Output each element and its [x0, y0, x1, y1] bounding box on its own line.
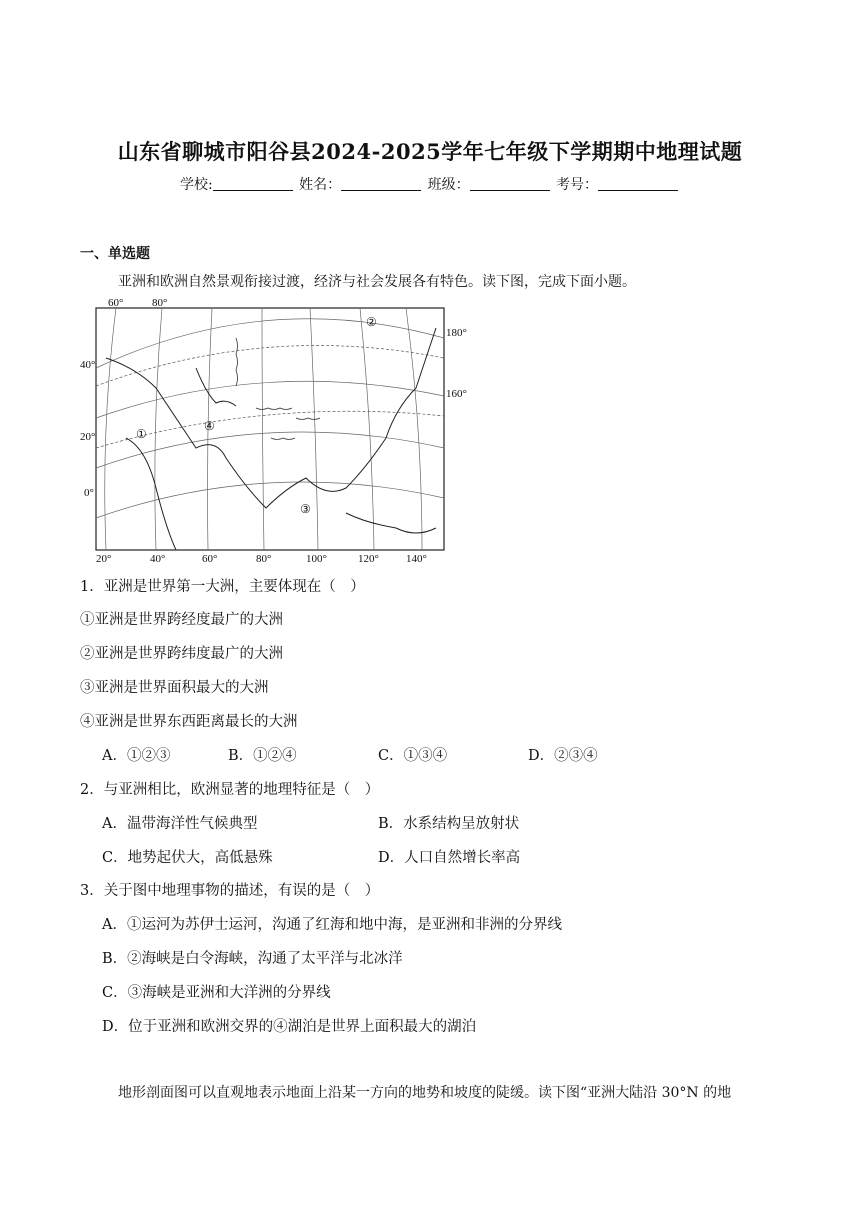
q3-option-a[interactable]: A．①运河为苏伊士运河，沟通了红海和地中海，是亚洲和非洲的分界线	[102, 917, 562, 933]
q3-option-c[interactable]: C．③海峡是亚洲和大洋洲的分界线	[102, 985, 331, 1001]
q2-stem: 2．与亚洲相比，欧洲显著的地理特征是（ ）	[80, 782, 380, 798]
class-blank[interactable]	[470, 176, 550, 191]
page-title: 山东省聊城市阳谷县2024-2025学年七年级下学期期中地理试题	[117, 139, 743, 164]
map-lon-label: 60°	[202, 553, 218, 565]
marker-2: ②	[366, 315, 377, 329]
map-lon-label: 140°	[406, 553, 427, 565]
q1-option-a[interactable]: A．①②③	[102, 748, 171, 764]
map-lon-label: 20°	[96, 553, 112, 565]
q2-option-a[interactable]: A．温带海洋性气候典型	[102, 816, 258, 832]
map-lon-label: 180°	[446, 327, 467, 339]
map-lon-label: 160°	[446, 388, 467, 400]
marker-1: ①	[136, 427, 147, 441]
asia-map	[80, 297, 468, 566]
number-label: 考号：	[556, 177, 599, 193]
marker-4: ④	[204, 419, 215, 433]
map-lon-label: 100°	[306, 553, 327, 565]
q2-option-c[interactable]: C．地势起伏大，高低悬殊	[102, 850, 273, 866]
q1-option-b[interactable]: B．①②④	[228, 748, 297, 764]
school-blank[interactable]	[213, 176, 293, 191]
class-label: 班级：	[427, 177, 470, 193]
q1-stem: 1．亚洲是世界第一大洲，主要体现在（ ）	[80, 579, 365, 595]
map-lat-label: 0°	[84, 487, 94, 499]
map-lon-label: 80°	[256, 553, 272, 565]
number-blank[interactable]	[598, 176, 678, 191]
map-lon-label: 80°	[152, 297, 168, 309]
map-lat-label: 40°	[80, 359, 96, 371]
intro-paragraph-2: 地形剖面图可以直观地表示地面上沿某一方向的地势和坡度的陡缓。读下图“亚洲大陆沿 30°N 的地	[118, 1085, 732, 1101]
q1-item: ①亚洲是世界跨经度最广的大洲	[80, 612, 283, 628]
q1-option-c[interactable]: C．①③④	[378, 748, 448, 764]
q3-stem: 3．关于图中地理事物的描述，有误的是（ ）	[80, 883, 380, 899]
q1-item: ④亚洲是世界东西距离最长的大洲	[80, 714, 298, 730]
map-lon-label: 60°	[108, 297, 124, 309]
map-lat-label: 20°	[80, 431, 96, 443]
q2-option-d[interactable]: D．人口自然增长率高	[378, 850, 521, 866]
name-blank[interactable]	[341, 176, 421, 191]
q3-option-b[interactable]: B．②海峡是白令海峡，沟通了太平洋与北冰洋	[102, 951, 403, 967]
q1-item: ②亚洲是世界跨纬度最广的大洲	[80, 646, 283, 662]
map-lon-label: 120°	[358, 553, 379, 565]
intro-paragraph: 亚洲和欧洲自然景观衔接过渡，经济与社会发展各有特色。读下图，完成下面小题。	[118, 274, 636, 290]
q1-option-d[interactable]: D．②③④	[528, 748, 598, 764]
q3-option-d[interactable]: D．位于亚洲和欧洲交界的④湖泊是世界上面积最大的湖泊	[102, 1019, 477, 1035]
section-heading: 一、单选题	[80, 246, 150, 262]
map-lon-label: 40°	[150, 553, 166, 565]
q1-item: ③亚洲是世界面积最大的大洲	[80, 680, 269, 696]
marker-3: ③	[300, 502, 311, 516]
q2-option-b[interactable]: B．水系结构呈放射状	[378, 816, 520, 832]
map-frame	[96, 308, 444, 550]
name-label: 姓名：	[299, 177, 342, 193]
school-label: 学校:	[179, 177, 213, 193]
student-info-line	[0, 174, 860, 194]
